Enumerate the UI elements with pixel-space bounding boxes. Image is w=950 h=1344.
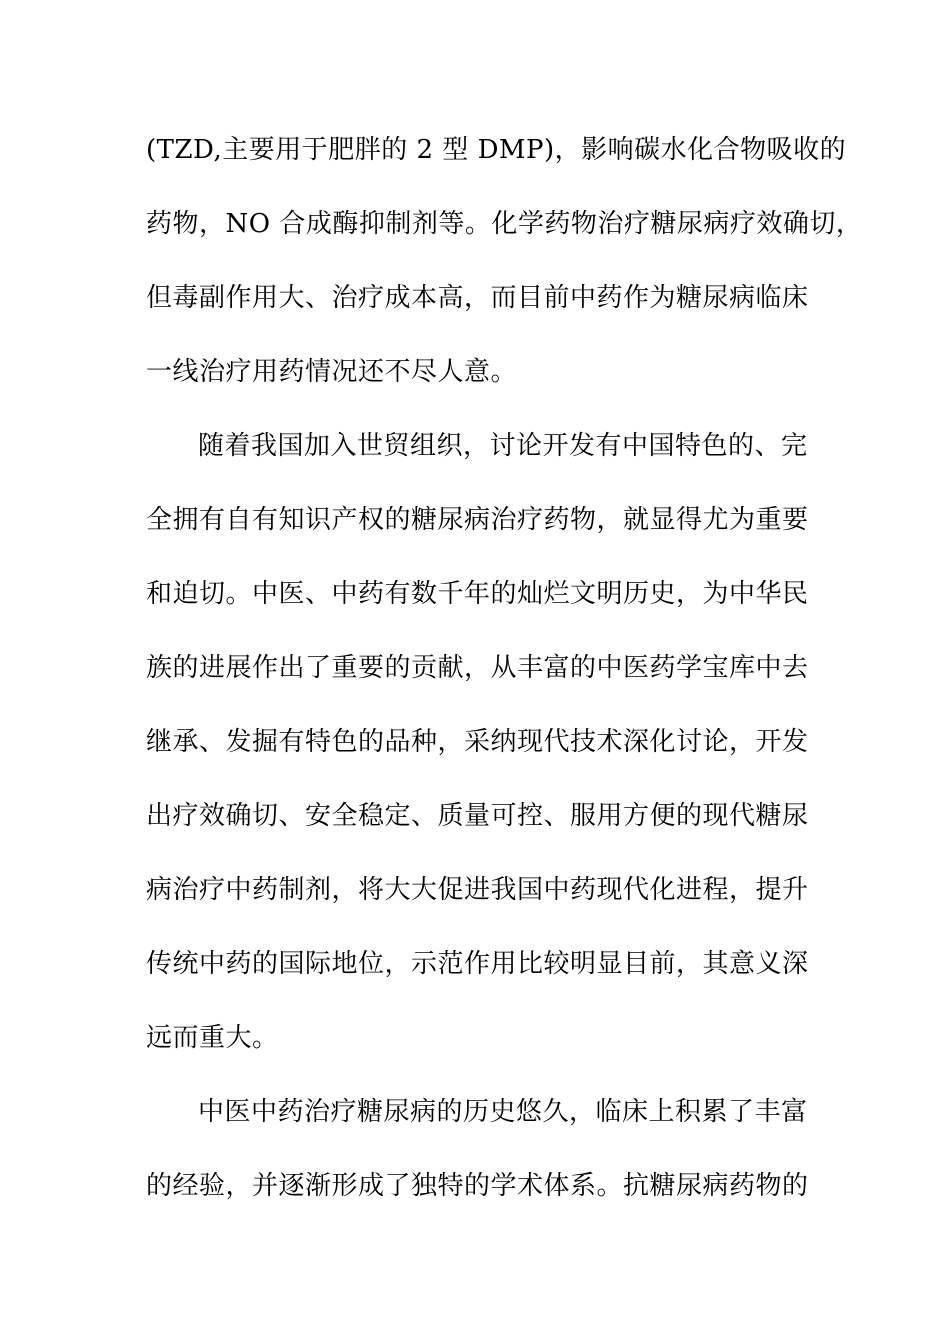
text-line: 药物，NO 合成酶抑制剂等。化学药物治疗糖尿病疗效确切， [146, 209, 863, 239]
text-line: 的经验，并逐渐形成了独特的学术体系。抗糖尿病药物的 [146, 1171, 809, 1201]
paragraph-first-line: 中医中药治疗糖尿病的历史悠久，临床上积累了丰富 [198, 1097, 808, 1127]
text-line: 和迫切。中医、中药有数千年的灿烂文明历史，为中华民 [146, 579, 809, 609]
text-line: 远而重大。 [146, 1023, 279, 1053]
text-line: 族的进展作出了重要的贡献，从丰富的中医药学宝库中去 [146, 653, 809, 683]
text-line: 全拥有自有知识产权的糖尿病治疗药物，就显得尤为重要 [146, 505, 809, 535]
text-line: 一线治疗用药情况还不尽人意。 [146, 357, 518, 387]
text-line: 传统中药的国际地位，示范作用比较明显目前，其意义深 [146, 949, 809, 979]
text-line: 出疗效确切、安全稳定、质量可控、服用方便的现代糖尿 [146, 801, 809, 831]
text-line: 继承、发掘有特色的品种，采纳现代技术深化讨论，开发 [146, 727, 809, 757]
text-line: 病治疗中药制剂，将大大促进我国中药现代化进程，提升 [146, 875, 809, 905]
text-line: 但毒副作用大、治疗成本高，而目前中药作为糖尿病临床 [146, 283, 809, 313]
document-body [146, 124, 863, 1234]
paragraph-first-line: 随着我国加入世贸组织，讨论开发有中国特色的、完 [198, 431, 808, 461]
text-line: (TZD,主要用于肥胖的 2 型 DMP)，影响碳水化合物吸收的 [146, 135, 847, 165]
